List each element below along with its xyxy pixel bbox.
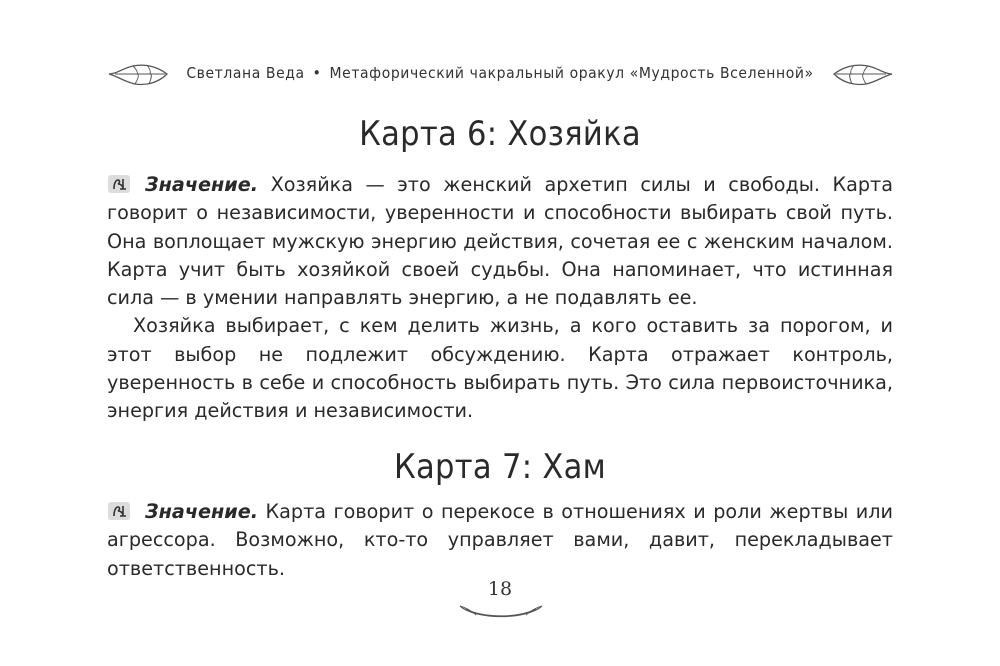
header-author: Светлана Веда	[186, 64, 305, 82]
card-7-paragraph-1	[107, 498, 893, 583]
leaf-ornament-icon	[107, 60, 169, 88]
card-7-label: Значение.	[145, 500, 259, 523]
card-6-text-1: Хозяйка — это женский архетип силы и свободы. Карта говорит о независимости, уверенности и способности выбирать свой путь. Она воплощает мужскую энергию действия, сочетая ее с женским началом. Карта учит быть хозяйкой своей судьбы. Она напоминает, что истинная сила — в умении направлять энергию, а не подавлять ее.	[107, 173, 893, 310]
card-6-label: Значение.	[145, 173, 259, 196]
card-6-title: Карта 6: Хозяйка	[359, 114, 641, 154]
leaf-flourish-icon	[456, 600, 546, 624]
card-6-paragraph-2: Хозяйка выбирает, с кем делить жизнь, а кого оставить за порогом, и этот выбор не подлежит обсуждению. Карта отражает контроль, уверенность в себе и способность выбирать путь. Это сила первоисточника, энергия действия и независимости.	[107, 314, 893, 423]
card-7-text-1: Карта говорит о перекосе в отношениях и роли жертвы или агрессора. Возможно, кто-то управляет вами, давит, перекладывает ответственность.	[107, 500, 893, 580]
running-header	[0, 56, 1000, 92]
chakra-symbol-icon	[107, 174, 131, 194]
header-book-title: Метафорический чакральный оракул «Мудрость Вселенной»	[329, 64, 814, 82]
card-6-paragraph-1	[107, 171, 893, 312]
chakra-symbol-icon	[107, 501, 131, 521]
card-6-description	[107, 171, 893, 426]
header-separator: •	[312, 64, 322, 82]
card-7-title: Карта 7: Хам	[394, 447, 606, 487]
page-number: 18	[487, 578, 513, 600]
header-title	[176, 64, 824, 82]
leaf-ornament-icon	[832, 60, 894, 88]
card-7-description	[107, 498, 893, 583]
